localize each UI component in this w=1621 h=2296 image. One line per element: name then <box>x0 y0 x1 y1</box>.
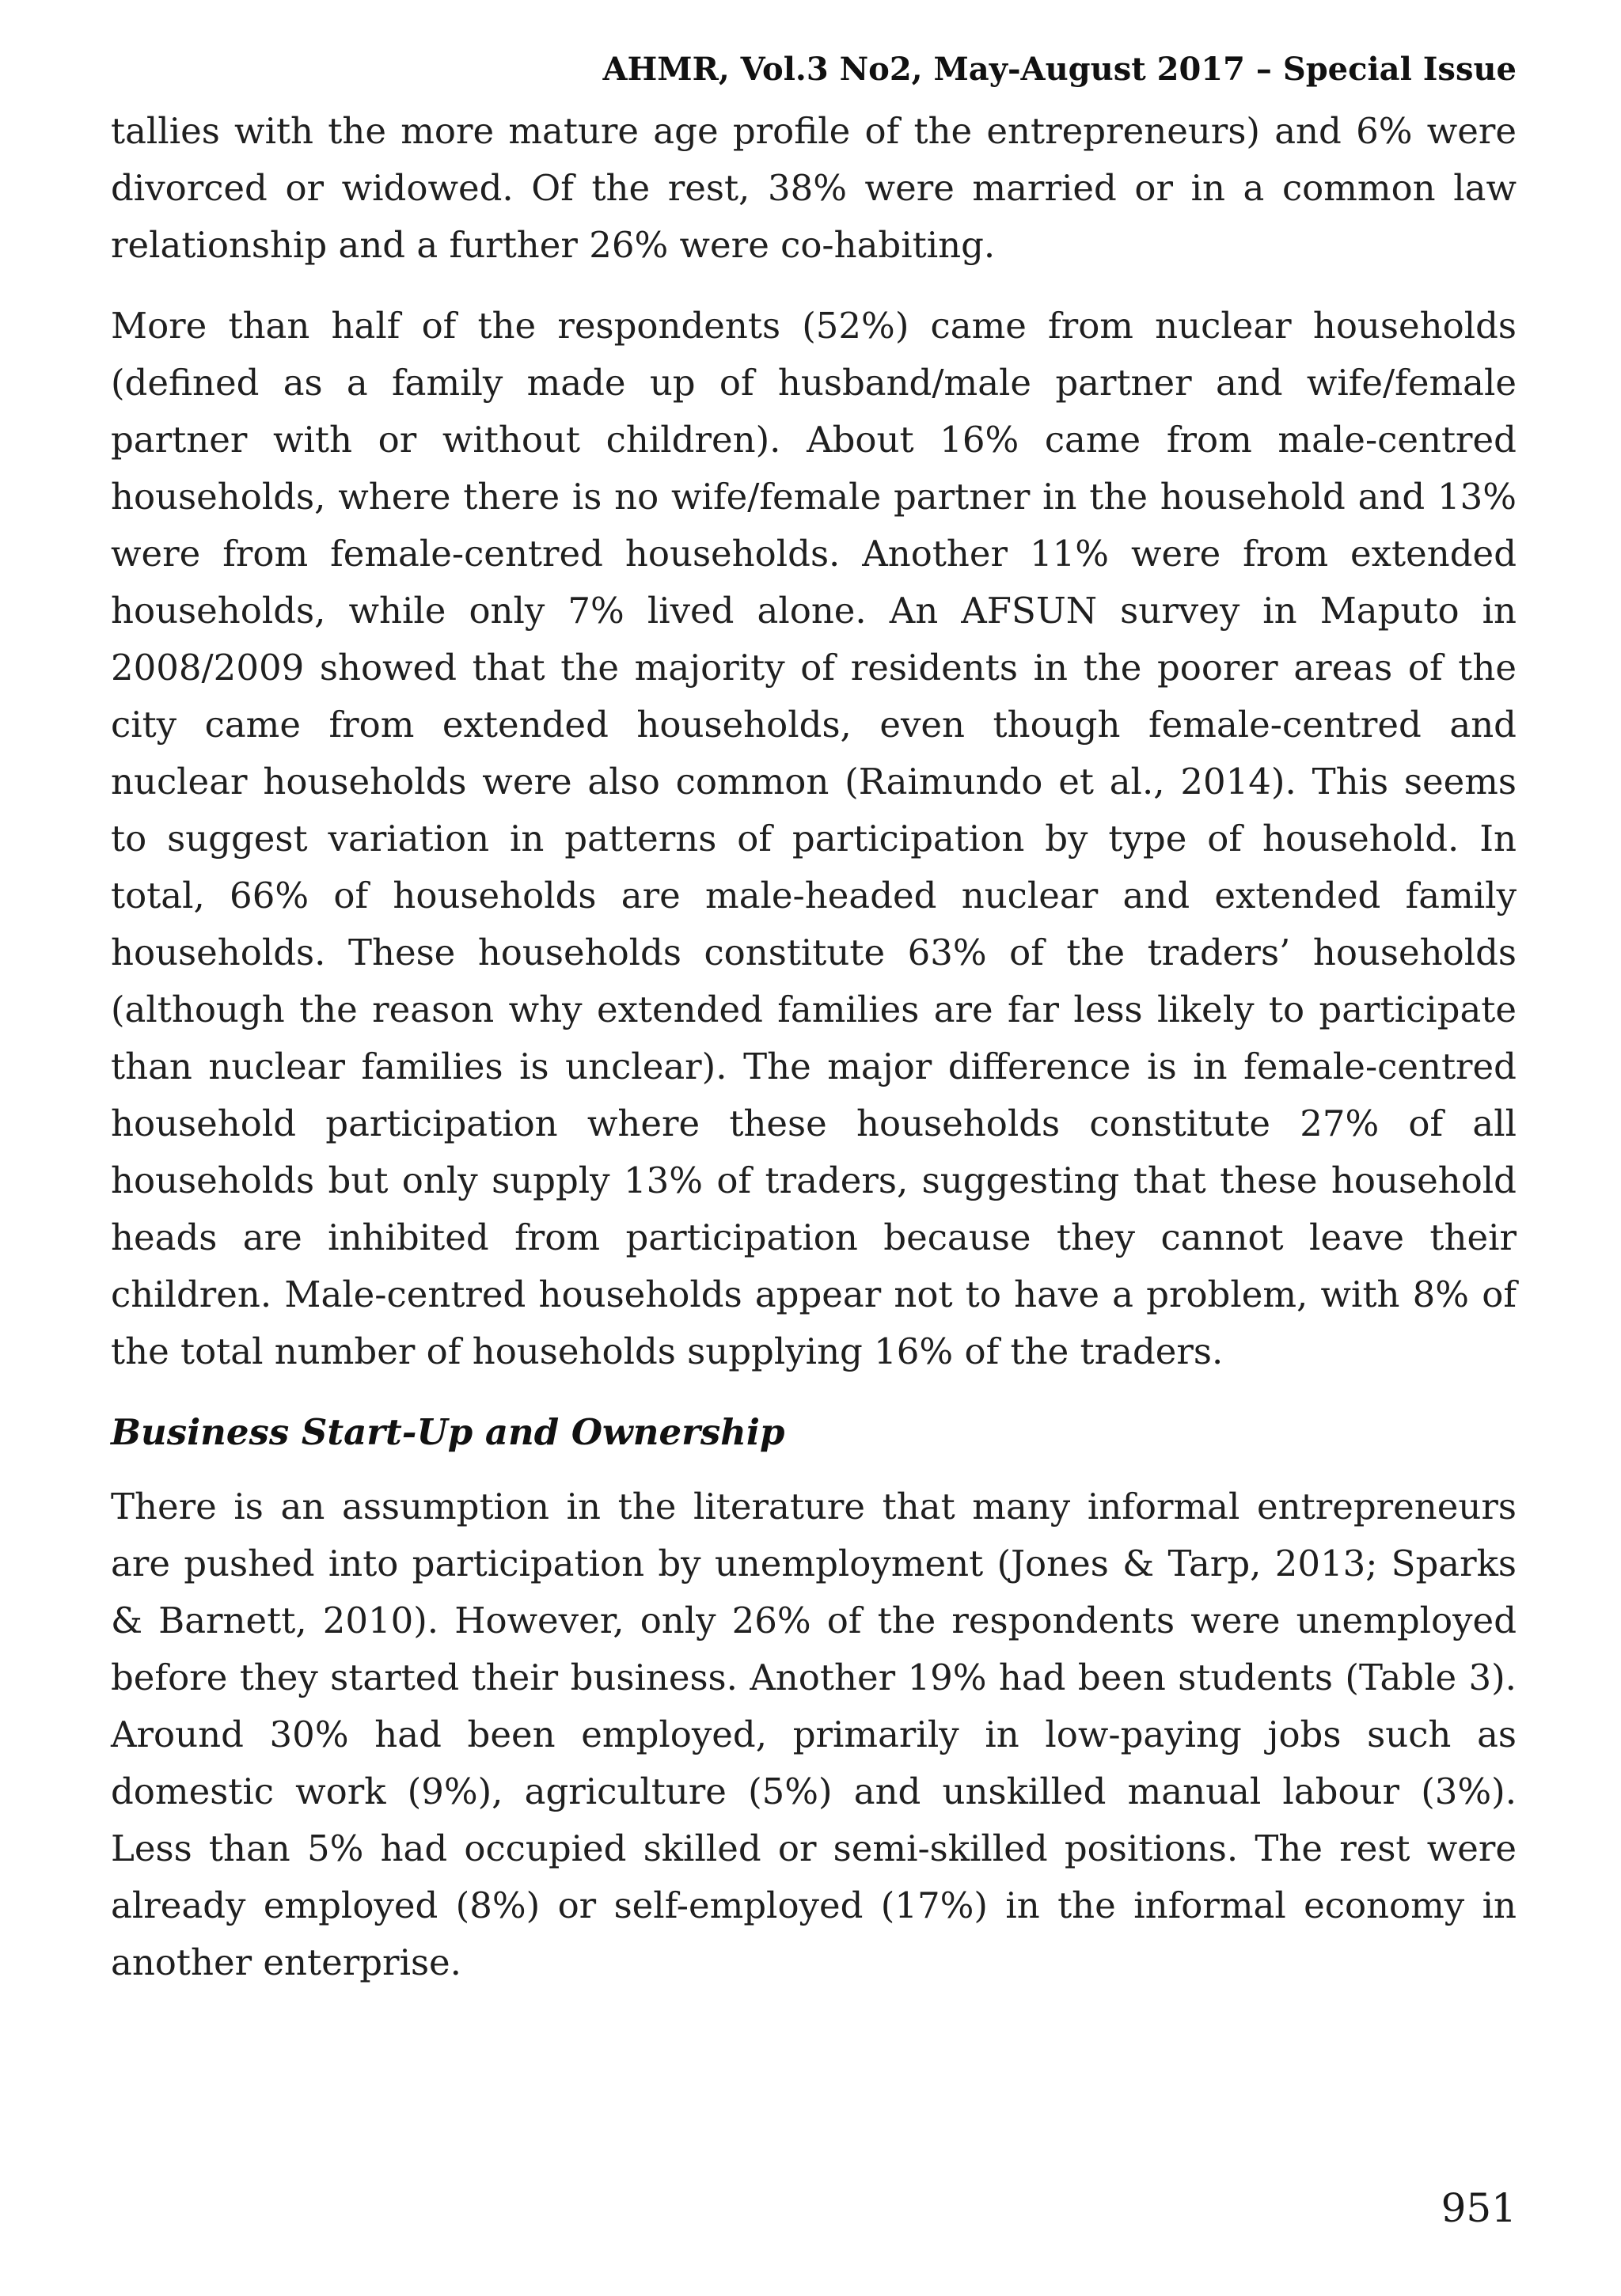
page-number: 951 <box>1441 2185 1517 2231</box>
running-header: AHMR, Vol.3 No2, May-August 2017 – Special Issue <box>602 51 1517 88</box>
body-paragraph-1: tallies with the more mature age profile of the entrepreneurs) and 6% were divorced or widowed. Of the rest, 38% were married or in a common law relationship and a further 26% were co-habiting. <box>111 110 1517 266</box>
section-heading: Business Start-Up and Ownership <box>111 1411 785 1453</box>
body-paragraph-2: More than half of the respondents (52%) came from nuclear households (defined as a family made up of husband/male partner and wife/female partner with or without children). About 16% came from male-centred households, where there is no wife/female partner in the household and 13% were from female-centred households. Another 11% were from extended households, while only 7% lived alone. An AFSUN survey in Maputo in 2008/2009 showed that the majority of residents in the poorer areas of the city came from extended households, even though female-centred and nuclear households were also common (Raimundo et al., 2014). This seems to suggest variation in patterns of participation by type of household. In total, 66% of households are male-headed nuclear and extended family households. These households constitute 63% of the traders’ households (although the reason why extended families are far less likely to participate than nuclear families is unclear). The major difference is in female-centred household participation where these households constitute 27% of all households but only supply 13% of traders, suggesting that these household heads are inhibited from participation because they cannot leave their children. Male-centred households appear not to have a problem, with 8% of the total number of households supplying 16% of the traders. <box>111 305 1517 1372</box>
document-page <box>111 47 1517 2248</box>
section-paragraph-1: There is an assumption in the literature that many informal entrepreneurs are pushed into participation by unemployment (Jones & Tarp, 2013; Sparks & Barnett, 2010). However, only 26% of the respondents were unemployed before they started their business. Another 19% had been students (Table 3). Around 30% had been employed, primarily in low-paying jobs such as domestic work (9%), agriculture (5%) and unskilled manual labour (3%). Less than 5% had occupied skilled or semi-skilled positions. The rest were already employed (8%) or self-employed (17%) in the informal economy in another enterprise. <box>111 1486 1517 1983</box>
